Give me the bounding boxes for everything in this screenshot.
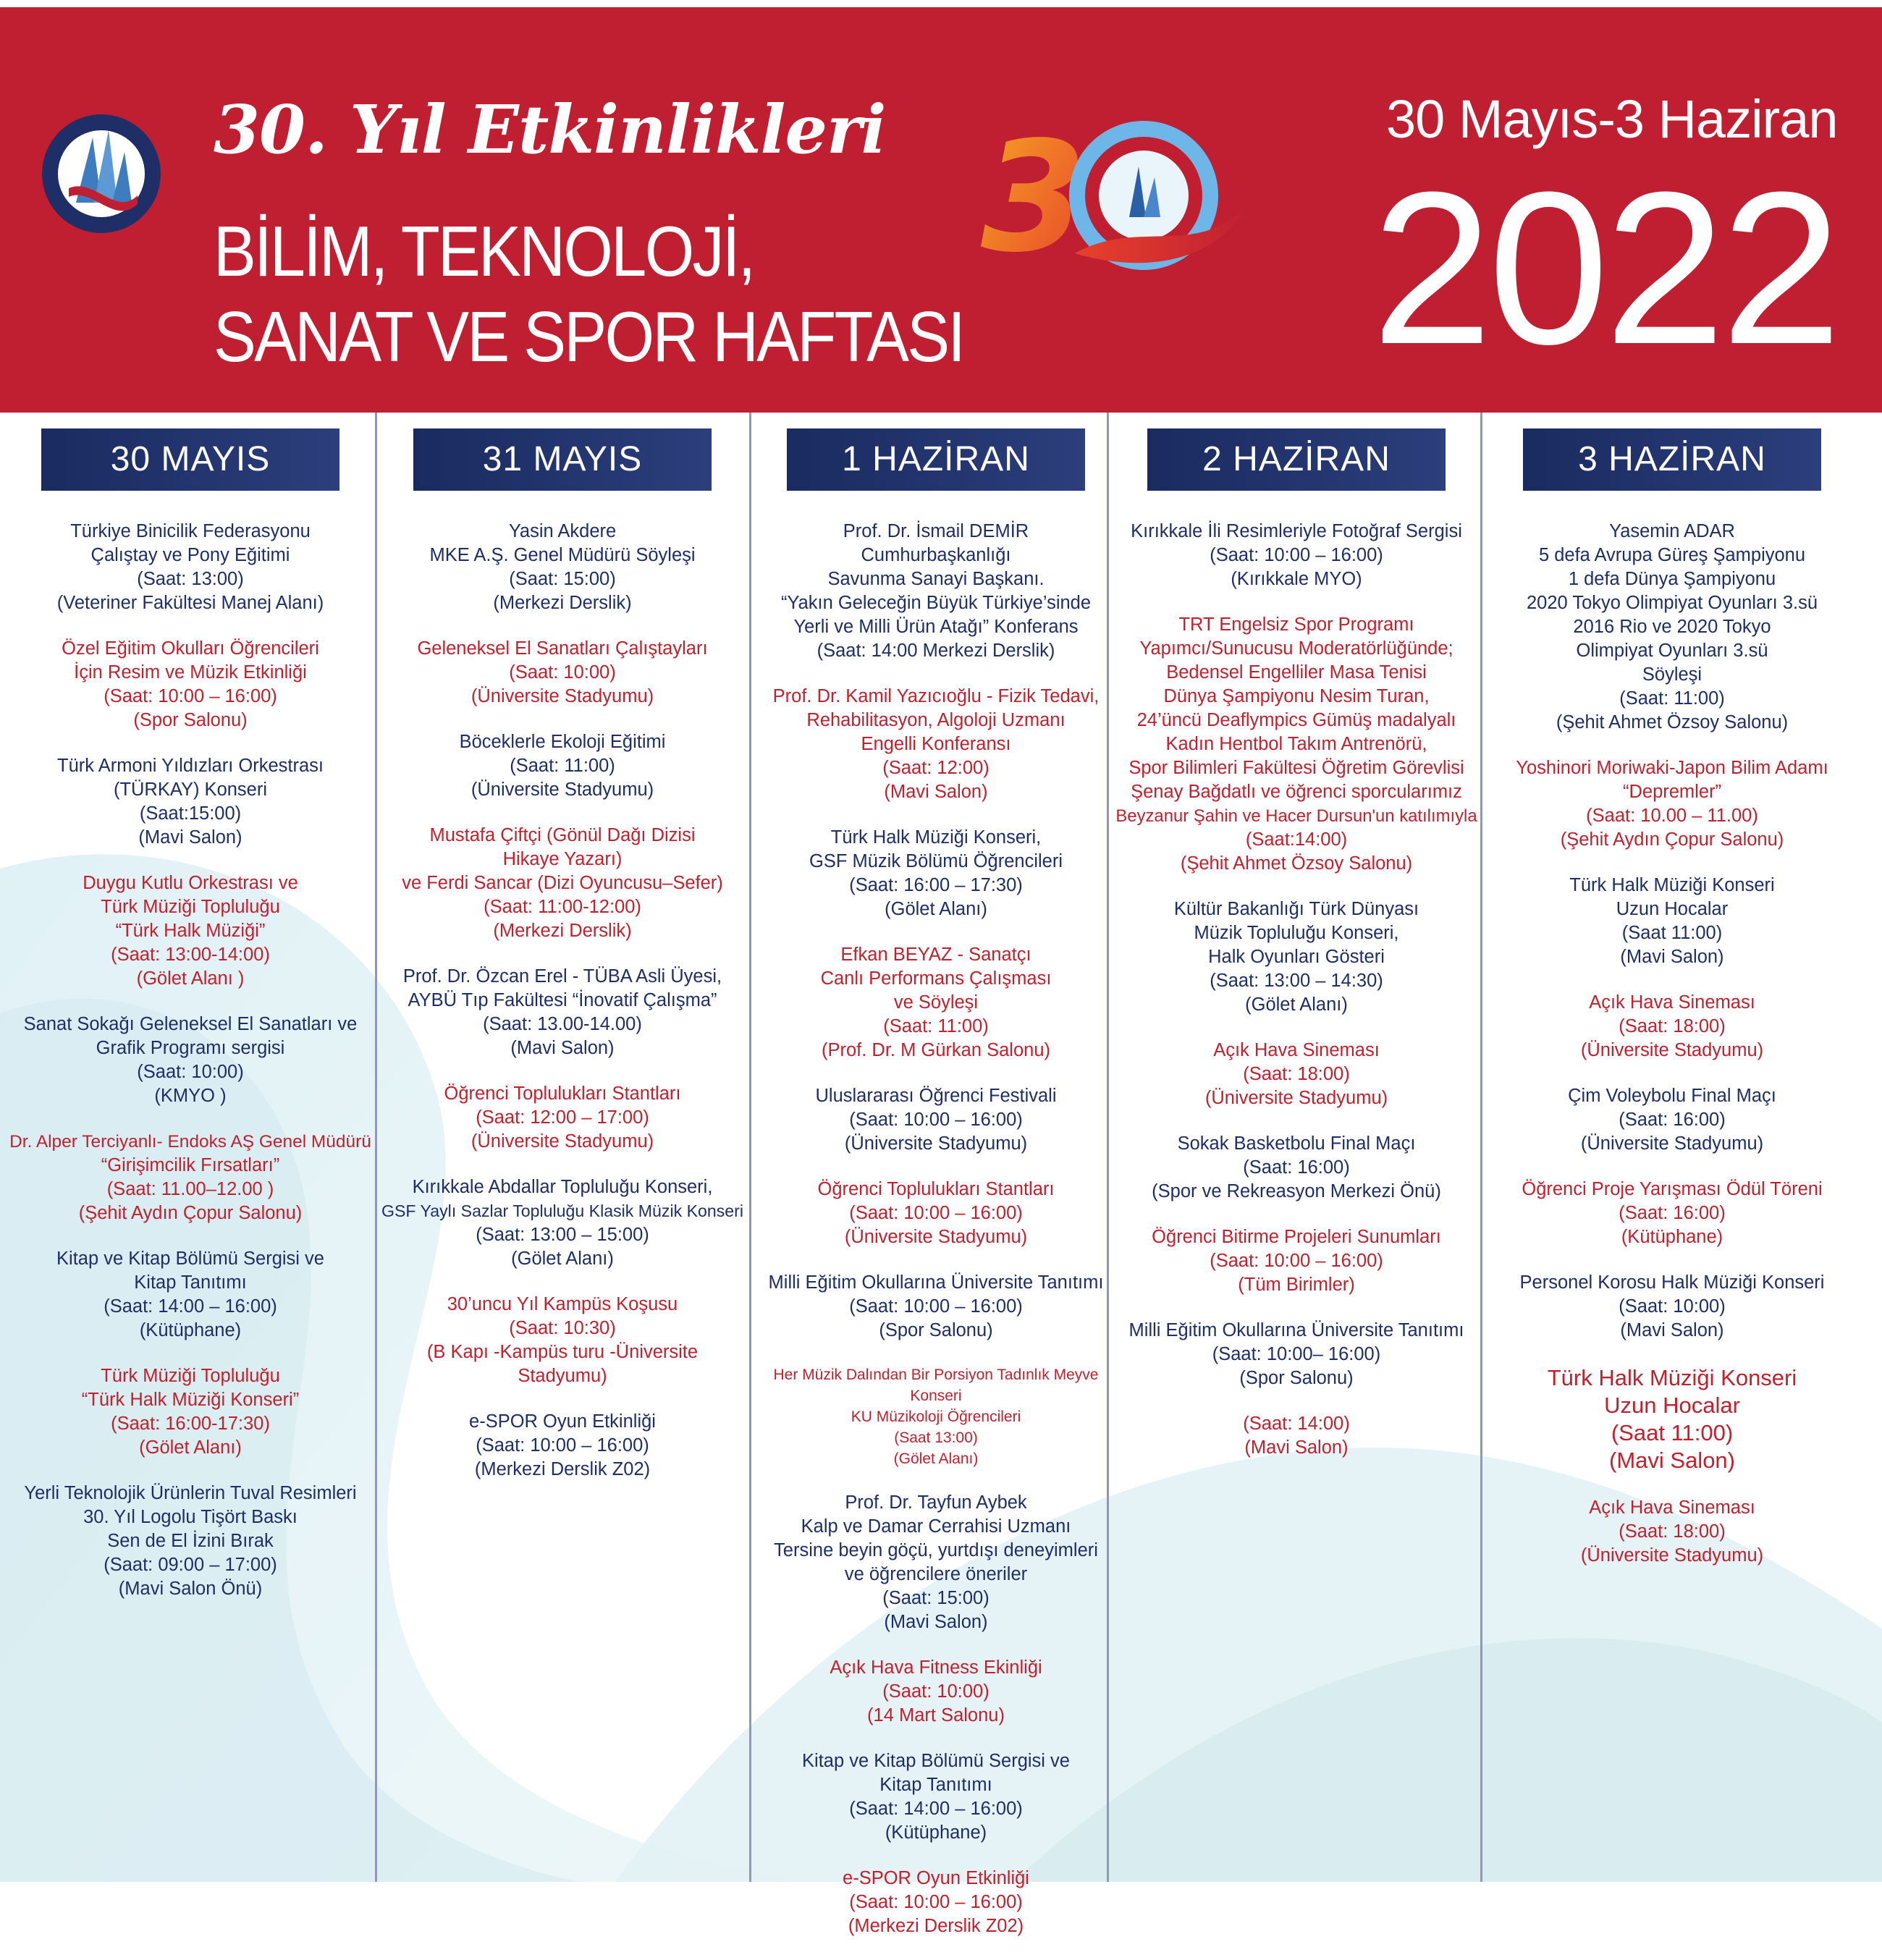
event-detail-line: (Saat: 13:00-14:00) — [111, 945, 270, 965]
event-item — [751, 1084, 1121, 1156]
event-detail-line: (Üniversite Stadyumu) — [1580, 1133, 1764, 1154]
event-item — [6, 1013, 375, 1108]
event-detail-line: (Saat: 10:00) — [882, 1681, 989, 1702]
event-detail-line: Rehabilitasyon, Algoloji Uzmanı — [806, 710, 1066, 730]
event-detail-line: (Üniversite Stadyumu) — [844, 1227, 1028, 1247]
event-title: Böceklerle Ekoloji Eğitimi — [459, 732, 666, 752]
event-title: Yasemin ADAR — [1609, 521, 1735, 541]
event-list — [1488, 520, 1857, 1568]
event-detail-line: (Saat: 10:00) — [1619, 1296, 1726, 1317]
event-item — [1112, 1412, 1481, 1460]
event-detail-line: Yerli ve Milli Ürün Atağı” Konferans — [793, 617, 1079, 637]
event-detail-line: (Saat 13:00) — [894, 1429, 978, 1446]
event-list — [6, 520, 375, 1601]
event-item — [6, 1247, 375, 1343]
event-detail-line: (Saat: 15:00) — [882, 1588, 989, 1608]
event-detail-line: (Saat: 14:00 – 16:00) — [104, 1296, 277, 1317]
event-title: e-SPOR Oyun Etkinliği — [843, 1868, 1029, 1888]
event-detail-line: (Şehit Aydın Çopur Salonu) — [1560, 829, 1784, 850]
event-detail-line: Sen de El İzini Bırak — [107, 1531, 274, 1551]
event-detail-line: (Mavi Salon) — [510, 1038, 615, 1058]
event-detail-line: (Saat: 10:00 – 16:00) — [849, 1296, 1023, 1317]
logo-number: 3 — [981, 109, 1087, 282]
event-item — [378, 1082, 747, 1154]
event-detail-line: (Gölet Alanı) — [885, 899, 987, 919]
event-detail-line: (Spor ve Rekreasyon Merkezi Önü) — [1152, 1181, 1441, 1201]
event-title: Açık Hava Fitness Ekinliği — [830, 1657, 1042, 1678]
event-title: Prof. Dr. Tayfun Aybek — [845, 1492, 1027, 1513]
university-seal-logo — [36, 94, 166, 253]
event-detail-line: (TÜRKAY) Konseri — [113, 780, 268, 800]
event-title: Uluslararası Öğrenci Festivali — [815, 1086, 1057, 1106]
event-item — [751, 1867, 1121, 1938]
event-item — [6, 520, 375, 615]
event-item — [751, 1491, 1121, 1634]
event-item — [751, 1749, 1121, 1845]
event-detail-line: (Saat: 10:00 – 16:00) — [476, 1435, 649, 1456]
event-detail-line: 24’üncü Deaflympics Gümüş madalyalı — [1136, 710, 1456, 730]
day-column — [751, 428, 1121, 1960]
event-item — [378, 730, 747, 802]
event-title: Çim Voleybolu Final Maçı — [1568, 1086, 1776, 1106]
event-detail-line: Olimpiyat Oyunları 3.sü — [1576, 641, 1768, 661]
event-detail-line: (Kütüphane) — [139, 1320, 242, 1340]
event-item — [751, 826, 1121, 921]
event-title: Her Müzik Dalından Bir Porsiyon Tadınlık Meyve — [773, 1366, 1099, 1383]
event-item — [6, 1130, 375, 1225]
event-item — [1112, 1039, 1481, 1110]
event-detail-line: (B Kapı -Kampüs turu -Üniversite — [426, 1342, 699, 1362]
event-detail-line: (Saat 11:00) — [1621, 923, 1723, 943]
event-title: Milli Eğitim Okullarına Üniversite Tanıtımı — [1128, 1320, 1464, 1340]
event-date-range: 30 Mayıs-3 Haziran — [1386, 89, 1838, 149]
event-item — [378, 637, 747, 709]
event-detail-line: (Şehit Aydın Çopur Salonu) — [78, 1203, 303, 1223]
event-detail-line: (Saat: 12:00 – 17:00) — [476, 1107, 649, 1128]
event-detail-line: (Spor Salonu) — [1239, 1368, 1354, 1388]
event-title: Öğrenci Toplulukları Stantları — [444, 1084, 681, 1104]
event-item — [1488, 1084, 1857, 1156]
event-detail-line: (Saat: 10:00) — [137, 1062, 244, 1082]
event-detail-line: (Veteriner Fakültesi Manej Alanı) — [56, 593, 324, 613]
event-detail-line: (Saat: 11:00-12:00) — [484, 897, 641, 917]
day-header: 2 HAZİRAN — [1147, 428, 1446, 491]
event-list — [751, 520, 1121, 1938]
event-title: Öğrenci Bitirme Projeleri Sunumları — [1152, 1227, 1441, 1247]
event-detail-line: GSF Müzik Bölümü Öğrencileri — [809, 851, 1063, 871]
event-detail-line: (Saat: 16:00) — [1619, 1110, 1726, 1130]
event-detail-line: (Gölet Alanı) — [893, 1450, 979, 1467]
day-header: 31 MAYIS — [413, 428, 712, 491]
day-header: 3 HAZİRAN — [1523, 428, 1821, 491]
event-detail-line: Türk Müziği Topluluğu — [101, 897, 280, 917]
event-item — [1112, 520, 1481, 591]
event-item — [751, 1364, 1121, 1469]
event-title: Özel Eğitim Okulları Öğrencileri — [62, 638, 319, 659]
event-detail-line: Şenay Bağdatlı ve öğrenci sporcularımız — [1131, 782, 1462, 802]
event-title: Kitap ve Kitap Bölümü Sergisi ve — [56, 1249, 324, 1269]
event-detail-line: (Saat: 10:00 – 16:00) — [1210, 545, 1383, 565]
event-title: Türk Halk Müziği Konseri — [1547, 1365, 1797, 1390]
event-detail-line: (Spor Salonu) — [133, 710, 248, 730]
event-detail-line: (KMYO ) — [154, 1086, 227, 1106]
event-detail-line: ve Söyleşi — [893, 992, 979, 1013]
event-detail-line: (Prof. Dr. M Gürkan Salonu) — [821, 1040, 1051, 1060]
event-detail-line: (Mavi Salon) — [1620, 1320, 1724, 1340]
event-title: Açık Hava Sineması — [1589, 1498, 1755, 1518]
event-detail-line: (Saat: 10:00 – 16:00) — [849, 1110, 1023, 1130]
event-detail-line: (Saat: 13:00 – 14:30) — [1210, 971, 1383, 991]
event-detail-line: (Saat:14:00) — [1245, 829, 1348, 850]
event-detail-line: (Saat: 14:00 Merkezi Derslik) — [816, 641, 1055, 661]
script-title: 30. Yıl Etkinlikleri — [214, 90, 886, 169]
event-detail-line: (Saat: 11.00–12.00 ) — [106, 1179, 274, 1199]
event-item — [751, 685, 1121, 804]
event-detail-line: (Saat: 10:30) — [509, 1318, 616, 1338]
event-detail-line: (Saat: 18:00) — [1243, 1064, 1350, 1084]
event-detail-line: (Merkezi Derslik Z02) — [848, 1916, 1024, 1936]
event-detail-line: (Saat: 13.00-14.00) — [483, 1014, 642, 1034]
event-item — [378, 1410, 747, 1482]
event-detail-line: (Üniversite Stadyumu) — [470, 686, 654, 706]
event-title: Prof. Dr. Özcan Erel - TÜBA Asli Üyesi, — [402, 966, 722, 987]
event-item — [751, 520, 1121, 663]
day-column — [378, 428, 747, 1503]
event-item — [6, 1482, 375, 1601]
event-detail-line: Spor Bilimleri Fakültesi Öğretim Görevlisi — [1128, 758, 1464, 778]
event-detail-line: (Mavi Salon Önü) — [118, 1579, 263, 1599]
event-item — [751, 1656, 1121, 1728]
event-detail-line: (Saat: 14:00 – 16:00) — [849, 1799, 1023, 1819]
event-title: Milli Eğitim Okullarına Üniversite Tanıtımı — [768, 1272, 1104, 1293]
event-detail-line: Kadın Hentbol Takım Antrenörü, — [1165, 734, 1427, 754]
event-title: e-SPOR Oyun Etkinliği — [469, 1411, 656, 1432]
day-header: 30 MAYIS — [41, 428, 339, 491]
event-detail-line: Uzun Hocalar — [1604, 1393, 1740, 1418]
event-detail-line: KU Müzikoloji Öğrencileri — [851, 1408, 1021, 1425]
event-detail-line: Dünya Şampiyonu Nesim Turan, — [1163, 686, 1430, 706]
event-detail-line: MKE A.Ş. Genel Müdürü Söyleşi — [429, 545, 696, 565]
event-title: Personel Korosu Halk Müziği Konseri — [1519, 1272, 1825, 1293]
event-detail-line: (Saat 11:00) — [1611, 1420, 1734, 1445]
event-detail-line: 30. Yıl Logolu Tişört Baskı — [83, 1507, 298, 1527]
event-item — [1112, 1132, 1481, 1204]
event-detail-line: Kitap Tanıtımı — [134, 1272, 247, 1293]
event-detail-line: “Girişimcilik Fırsatları” — [101, 1155, 280, 1175]
event-title: Yasin Akdere — [508, 521, 617, 541]
event-title: Türk Armoni Yıldızları Orkestrası — [57, 756, 324, 776]
event-item — [751, 943, 1121, 1063]
event-detail-line: (Saat: 12:00) — [882, 758, 989, 778]
event-detail-line: (Saat:15:00) — [139, 803, 242, 824]
event-detail-line: (Saat: 15:00) — [509, 569, 616, 589]
event-item — [378, 824, 747, 943]
event-detail-line: (Merkezi Derslik) — [493, 921, 632, 941]
event-detail-line: (Saat: 16:00) — [1619, 1203, 1726, 1223]
event-detail-line: ve Ferdi Sancar (Dizi Oyuncusu–Sefer) — [402, 873, 723, 893]
thirtieth-anniversary-logo — [981, 109, 1256, 282]
event-detail-line: (Mavi Salon) — [1609, 1448, 1735, 1473]
event-detail-line: Yapımcı/Sunucusu Moderatörlüğünde; — [1139, 638, 1453, 659]
event-detail-line: (Saat: 10:00 – 16:00) — [104, 686, 277, 706]
event-detail-line: (Şehit Ahmet Özsoy Salonu) — [1556, 712, 1789, 732]
event-detail-line: Tersine beyin göçü, yurtdışı deneyimleri — [774, 1540, 1098, 1560]
event-title: Açık Hava Sineması — [1213, 1040, 1380, 1060]
event-title: Öğrenci Toplulukları Stantları — [817, 1179, 1055, 1199]
event-title: Açık Hava Sineması — [1589, 992, 1755, 1013]
event-detail-line: “Depremler” — [1622, 782, 1722, 802]
event-item — [1488, 756, 1857, 852]
event-title: 30’uncu Yıl Kampüs Koşusu — [447, 1294, 678, 1314]
event-detail-line: (Merkezi Derslik Z02) — [474, 1459, 651, 1479]
event-detail-line: Uzun Hocalar — [1616, 899, 1729, 919]
event-detail-line: Bedensel Engelliler Masa Tenisi — [1166, 662, 1427, 683]
event-detail-line: (Saat: 11:00) — [510, 756, 615, 776]
event-title: Türkiye Binicilik Federasyonu — [70, 521, 311, 541]
event-year: 2022 — [1372, 146, 1838, 389]
column-divider — [375, 413, 377, 1882]
event-item — [6, 1364, 375, 1460]
event-title: (Saat: 14:00) — [1243, 1414, 1350, 1434]
event-detail-line: (Saat: 18:00) — [1619, 1016, 1726, 1036]
event-title: Dr. Alper Terciyanlı- Endoks AŞ Genel Müdürü — [9, 1132, 371, 1152]
event-item — [6, 871, 375, 991]
day-column — [1488, 428, 1857, 1589]
event-item — [378, 1175, 747, 1271]
event-detail-line: (Saat: 16:00) — [1243, 1157, 1350, 1178]
event-detail-line: 2016 Rio ve 2020 Tokyo — [1573, 617, 1771, 637]
event-item — [1488, 991, 1857, 1063]
event-detail-line: Beyzanur Şahin ve Hacer Dursun'un katılımıyla — [1115, 806, 1477, 826]
event-title: Öğrenci Proje Yarışması Ödül Töreni — [1522, 1179, 1823, 1199]
event-title: Sanat Sokağı Geleneksel El Sanatları ve — [23, 1014, 358, 1034]
event-list — [378, 520, 747, 1482]
event-detail-line: (Kırıkkale MYO) — [1231, 569, 1362, 589]
event-item — [1488, 1364, 1857, 1474]
event-detail-line: (Saat: 16:00 – 17:30) — [849, 875, 1023, 895]
event-detail-line: AYBÜ Tıp Fakültesi “İnovatif Çalışma” — [408, 990, 717, 1010]
event-detail-line: (Mavi Salon) — [1620, 947, 1724, 967]
event-detail-line: (Saat: 13:00 – 15:00) — [476, 1225, 649, 1245]
event-item — [1488, 1178, 1857, 1249]
event-detail-line: Söyleşi — [1642, 664, 1702, 685]
event-detail-line: 5 defa Avrupa Güreş Şampiyonu — [1538, 545, 1806, 565]
event-detail-line: Halk Oyunları Gösteri — [1208, 947, 1385, 967]
event-detail-line: (Üniversite Stadyumu) — [1580, 1545, 1764, 1566]
event-title: Kitap ve Kitap Bölümü Sergisi ve — [802, 1751, 1070, 1771]
event-item — [378, 965, 747, 1060]
event-item — [1488, 1271, 1857, 1343]
event-detail-line: (Tüm Birimler) — [1238, 1275, 1355, 1295]
event-item — [378, 520, 747, 615]
event-detail-line: (Üniversite Stadyumu) — [844, 1133, 1028, 1154]
event-title: Türk Halk Müziği Konseri — [1569, 875, 1775, 895]
event-detail-line: (Gölet Alanı) — [511, 1249, 614, 1269]
event-item — [1112, 897, 1481, 1017]
event-title: Kültür Bakanlığı Türk Dünyası — [1173, 899, 1419, 919]
event-title: Efkan BEYAZ - Sanatçı — [840, 945, 1031, 965]
event-detail-line: (Mavi Salon) — [1244, 1437, 1349, 1458]
event-detail-line: Çalıştay ve Pony Eğitimi — [90, 545, 290, 565]
event-detail-line: Canlı Performans Çalışması — [820, 968, 1052, 989]
event-detail-line: (Gölet Alanı) — [139, 1437, 242, 1458]
event-detail-line: (Saat: 10:00) — [509, 662, 616, 683]
day-header: 1 HAZİRAN — [787, 428, 1085, 491]
event-item — [1488, 520, 1857, 735]
event-title: Kırıkkale Abdallar Topluluğu Konseri, — [412, 1177, 713, 1197]
day-column — [6, 428, 375, 1623]
header-banner — [0, 7, 1882, 413]
event-detail-line: (Saat: 10:00 – 16:00) — [849, 1203, 1023, 1223]
event-detail-line: (Saat: 13:00) — [137, 569, 244, 589]
event-item — [6, 754, 375, 850]
event-detail-line: (Üniversite Stadyumu) — [470, 1131, 654, 1152]
event-detail-line: (Gölet Alanı) — [1245, 994, 1348, 1015]
event-title: Sokak Basketbolu Final Maçı — [1177, 1133, 1416, 1154]
event-detail-line: İçin Resim ve Müzik Etkinliği — [74, 662, 307, 683]
event-detail-line: (Merkezi Derslik) — [493, 593, 632, 613]
event-item — [1488, 874, 1857, 969]
event-detail-line: Grafik Programı sergisi — [96, 1038, 285, 1058]
event-title: Duygu Kutlu Orkestrası ve — [83, 873, 298, 893]
event-detail-line: (Mavi Salon) — [884, 782, 988, 802]
event-detail-line: (Saat: 10:00– 16:00) — [1212, 1344, 1381, 1364]
event-detail-line: (Saat: 09:00 – 17:00) — [104, 1555, 277, 1575]
event-detail-line: Kitap Tanıtımı — [879, 1775, 992, 1795]
event-detail-line: (Saat: 11:00) — [1619, 688, 1725, 709]
event-detail-line: (Üniversite Stadyumu) — [1204, 1088, 1388, 1108]
event-item — [751, 1178, 1121, 1249]
event-title: Mustafa Çiftçi (Gönül Dağı Dizisi — [429, 825, 696, 845]
main-title — [214, 208, 963, 379]
event-title: Kırıkkale İli Resimleriyle Fotoğraf Sergisi — [1131, 521, 1462, 541]
event-item — [378, 1293, 747, 1388]
event-detail-line: (Mavi Salon) — [884, 1612, 988, 1632]
main-title-line-1: BİLİM, TEKNOLOJİ, — [214, 211, 754, 291]
event-detail-line: “Türk Halk Müziği” — [115, 921, 266, 941]
event-detail-line: (Mavi Salon) — [138, 827, 242, 848]
event-item — [1112, 613, 1481, 876]
event-title: Türk Halk Müziği Konseri, — [830, 827, 1042, 848]
event-detail-line: (Üniversite Stadyumu) — [1580, 1040, 1764, 1060]
event-item — [1112, 1319, 1481, 1390]
event-detail-line: “Yakın Geleceğin Büyük Türkiye’sinde — [780, 593, 1092, 613]
event-detail-line: 2020 Tokyo Olimpiyat Oyunları 3.sü — [1526, 593, 1818, 613]
event-detail-line: Cumhurbaşkanlığı — [861, 545, 1011, 565]
event-detail-line: (Saat: 10.00 – 11.00) — [1586, 806, 1758, 826]
event-detail-line: Savunma Sanayi Başkanı. — [827, 569, 1045, 589]
event-detail-line: (Gölet Alanı ) — [136, 968, 245, 989]
event-title: Yoshinori Moriwaki-Japon Bilim Adamı — [1516, 758, 1828, 778]
event-detail-line: Müzik Topluluğu Konseri, — [1194, 923, 1399, 943]
event-title: Yerli Teknolojik Ürünlerin Tuval Resimleri — [24, 1483, 357, 1503]
event-detail-line: (Şehit Ahmet Özsoy Salonu) — [1180, 853, 1413, 874]
event-title: Prof. Dr. İsmail DEMİR — [843, 521, 1029, 541]
event-detail-line: Engelli Konferansı — [861, 734, 1011, 754]
event-title: Türk Müziği Topluluğu — [101, 1366, 280, 1386]
event-detail-line: (Kütüphane) — [885, 1822, 987, 1843]
event-detail-line: (Saat: 18:00) — [1619, 1521, 1726, 1542]
event-detail-line: (Saat: 10:00 – 16:00) — [849, 1892, 1023, 1912]
event-title: Prof. Dr. Kamil Yazıcıoğlu - Fizik Tedavi, — [772, 686, 1100, 706]
event-title: Geleneksel El Sanatları Çalıştayları — [417, 638, 708, 659]
event-detail-line: Stadyumu) — [518, 1366, 607, 1386]
event-detail-line: (Kütüphane) — [1621, 1227, 1723, 1247]
event-detail-line: Hikaye Yazarı) — [502, 849, 623, 869]
day-column — [1112, 428, 1481, 1482]
event-detail-line: Kalp ve Damar Cerrahisi Uzmanı — [801, 1516, 1071, 1537]
event-detail-line: (Saat: 11:00) — [883, 1016, 989, 1036]
event-detail-line: (Saat: 10:00 – 16:00) — [1210, 1251, 1383, 1271]
event-detail-line: (14 Mart Salonu) — [867, 1705, 1005, 1725]
event-item — [751, 1271, 1121, 1343]
event-detail-line: (Saat: 16:00-17:30) — [111, 1414, 270, 1434]
event-title: TRT Engelsiz Spor Programı — [1178, 614, 1414, 635]
event-detail-line: “Türk Halk Müziği Konseri” — [81, 1390, 300, 1410]
main-title-line-2: SANAT VE SPOR HAFTASI — [214, 297, 964, 376]
event-item — [6, 637, 375, 732]
event-detail-line: ve öğrencilere öneriler — [844, 1564, 1028, 1584]
event-detail-line: 1 defa Dünya Şampiyonu — [1568, 569, 1776, 589]
event-list — [1112, 520, 1481, 1460]
event-item — [1488, 1496, 1857, 1568]
event-detail-line: (Spor Salonu) — [879, 1320, 993, 1340]
event-detail-line: Konseri — [910, 1387, 962, 1404]
event-detail-line: (Üniversite Stadyumu) — [470, 780, 654, 800]
event-detail-line: GSF Yaylı Sazlar Topluluğu Klasik Müzik Konseri — [381, 1201, 743, 1220]
event-item — [1112, 1225, 1481, 1297]
